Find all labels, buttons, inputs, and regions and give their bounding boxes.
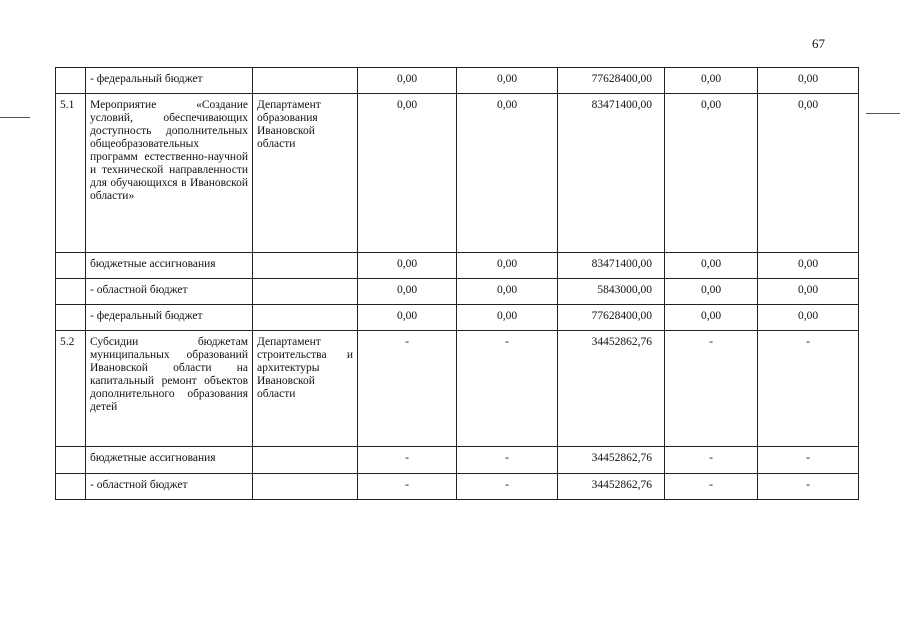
value-cell-4: - xyxy=(665,331,758,447)
table-row xyxy=(56,331,859,447)
value-cell-2: 0,00 xyxy=(457,305,558,331)
row-executor-cell: Департамент образования Ивановской области xyxy=(253,94,358,253)
scan-artifact-left xyxy=(0,117,30,118)
row-number-cell xyxy=(56,474,86,500)
row-executor-cell xyxy=(253,474,358,500)
value-cell-5: 0,00 xyxy=(758,94,859,253)
value-cell-4: - xyxy=(665,447,758,474)
row-name-cell: - федеральный бюджет xyxy=(86,68,253,94)
row-number-cell xyxy=(56,253,86,279)
value-cell-1: - xyxy=(358,474,457,500)
row-name-cell: - федеральный бюджет xyxy=(86,305,253,331)
scan-artifact-right xyxy=(866,113,900,114)
value-cell-3: 83471400,00 xyxy=(558,94,665,253)
value-cell-4: 0,00 xyxy=(665,279,758,305)
table-row xyxy=(56,253,859,279)
table-row xyxy=(56,474,859,500)
value-cell-1: - xyxy=(358,447,457,474)
row-number-cell: 5.1 xyxy=(56,94,86,253)
value-cell-3: 34452862,76 xyxy=(558,474,665,500)
value-cell-5: 0,00 xyxy=(758,253,859,279)
row-number-cell xyxy=(56,447,86,474)
value-cell-1: 0,00 xyxy=(358,94,457,253)
row-executor-cell xyxy=(253,279,358,305)
value-cell-3: 5843000,00 xyxy=(558,279,665,305)
row-name-cell: бюджетные ассигнования xyxy=(86,253,253,279)
value-cell-2: 0,00 xyxy=(457,68,558,94)
row-name-cell: - областной бюджет xyxy=(86,279,253,305)
table-row xyxy=(56,68,859,94)
value-cell-4: 0,00 xyxy=(665,253,758,279)
row-executor-cell xyxy=(253,253,358,279)
row-name-cell: Мероприятие «Создание условий, обеспечивающих доступность дополнительных общеобразовательных программ естественно-научной и технической направленности для обучающихся в Ивановской области» xyxy=(86,94,253,253)
value-cell-3: 77628400,00 xyxy=(558,68,665,94)
value-cell-3: 83471400,00 xyxy=(558,253,665,279)
row-number-cell xyxy=(56,305,86,331)
row-number-cell: 5.2 xyxy=(56,331,86,447)
row-executor-cell xyxy=(253,447,358,474)
value-cell-1: 0,00 xyxy=(358,279,457,305)
budget-table xyxy=(55,67,859,500)
table-row xyxy=(56,447,859,474)
value-cell-5: 0,00 xyxy=(758,279,859,305)
value-cell-4: 0,00 xyxy=(665,94,758,253)
value-cell-1: 0,00 xyxy=(358,68,457,94)
value-cell-2: 0,00 xyxy=(457,279,558,305)
row-executor-cell xyxy=(253,305,358,331)
value-cell-2: - xyxy=(457,331,558,447)
table-row xyxy=(56,279,859,305)
row-executor-cell xyxy=(253,68,358,94)
value-cell-4: - xyxy=(665,474,758,500)
row-executor-cell: Департамент строительства и архитектуры Ивановской области xyxy=(253,331,358,447)
page-number: 67 xyxy=(812,36,825,51)
value-cell-2: - xyxy=(457,474,558,500)
value-cell-1: 0,00 xyxy=(358,253,457,279)
value-cell-3: 34452862,76 xyxy=(558,331,665,447)
table-row xyxy=(56,305,859,331)
value-cell-2: - xyxy=(457,447,558,474)
value-cell-4: 0,00 xyxy=(665,68,758,94)
value-cell-5: - xyxy=(758,474,859,500)
row-name-cell: бюджетные ассигнования xyxy=(86,447,253,474)
value-cell-2: 0,00 xyxy=(457,94,558,253)
row-name-cell: Субсидии бюджетам муниципальных образований Ивановской области на капитальный ремонт объектов дополнительного образования детей xyxy=(86,331,253,447)
value-cell-5: - xyxy=(758,447,859,474)
value-cell-1: - xyxy=(358,331,457,447)
row-name-cell: - областной бюджет xyxy=(86,474,253,500)
value-cell-2: 0,00 xyxy=(457,253,558,279)
value-cell-3: 77628400,00 xyxy=(558,305,665,331)
value-cell-3: 34452862,76 xyxy=(558,447,665,474)
value-cell-5: - xyxy=(758,331,859,447)
value-cell-5: 0,00 xyxy=(758,305,859,331)
value-cell-4: 0,00 xyxy=(665,305,758,331)
row-number-cell xyxy=(56,279,86,305)
value-cell-5: 0,00 xyxy=(758,68,859,94)
value-cell-1: 0,00 xyxy=(358,305,457,331)
row-number-cell xyxy=(56,68,86,94)
table-row xyxy=(56,94,859,253)
